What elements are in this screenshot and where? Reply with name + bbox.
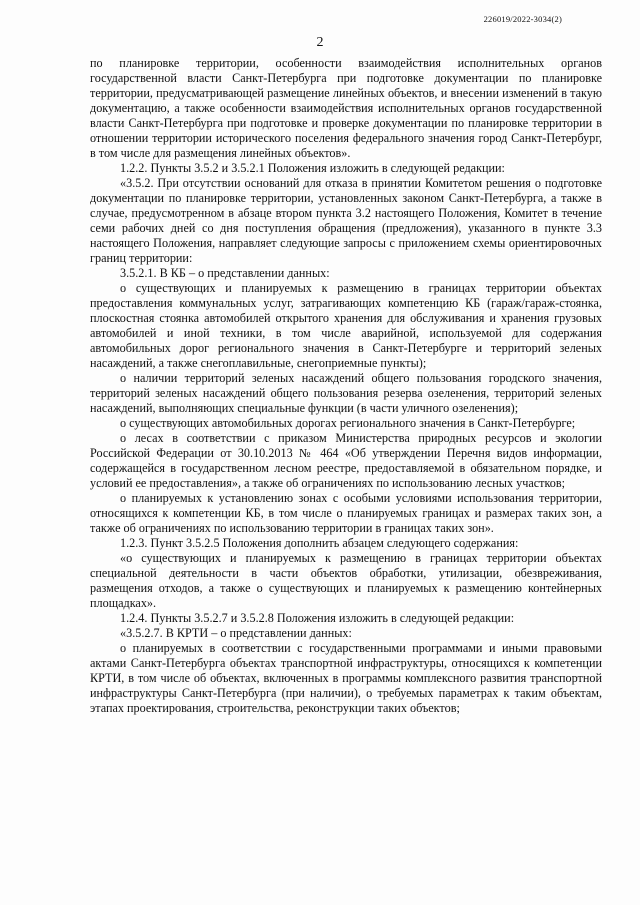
document-number: 226019/2022-3034(2) — [483, 14, 562, 24]
paragraph-3-5-2-7: «3.5.2.7. В КРТИ – о представлении данных: — [120, 626, 352, 640]
paragraph-kb-forests: о лесах в соответствии с приказом Министерства природных ресурсов и экологии Российской Федерации от 30.10.2013 № 464 «Об утверждении Перечня видов информации, содержащейся в государственном лесном реестре, предоставляемой в обязательном порядке, и условий ее предоставления», а также об ограничениях по использованию лесных участков; — [90, 431, 602, 490]
paragraph-3-5-2: «3.5.2. При отсутствии оснований для отказа в принятии Комитетом решения о подготовке документации по планировке территории, установленных законом Санкт-Петербурга, а также в случае, предусмотренном в абзаце втором пункта 3.2 настоящего Положения, Комитет в течение семи рабочих дней со дня поступления обращения (предложения), указанного в пункте 3.3 настоящего Положения, направляет следующие запросы с приложением схемы ориентировочных границ территории: — [90, 176, 602, 265]
paragraph-1-2-3: 1.2.3. Пункт 3.5.2.5 Положения дополнить абзацем следующего содержания: — [120, 536, 519, 550]
paragraph-kb-roads: о существующих автомобильных дорогах регионального значения в Санкт-Петербурге; — [120, 416, 576, 430]
paragraph-waste-objects: «о существующих и планируемых к размещению в границах территории объектах специальной деятельности в части объектов обработки, утилизации, обезвреживания, размещения отходов, а также о существующих и планируемых к размещению контейнерных площадках». — [90, 551, 602, 610]
paragraph-1-2-2: 1.2.2. Пункты 3.5.2 и 3.5.2.1 Положения изложить в следующей редакции: — [120, 161, 505, 175]
paragraph-continuation: по планировке территории, особенности взаимодействия исполнительных органов государственной власти Санкт-Петербурга при подготовке документации по планировке территории, предусматривающей размещение линейных объектов, и внесении изменений в такую документацию, а также особенности взаимодействия исполнительных органов государственной власти Санкт-Петербурга при подготовке и проверке документации по планировке территории в отношении территории исторического поселения федерального значения город Санкт-Петербург, в том числе для размещения линейных объектов». — [90, 56, 602, 160]
paragraph-krti-transport: о планируемых в соответствии с государственными программами и иными правовыми актами Санкт-Петербурга объектах транспортной инфраструктуры, относящихся к компетенции КРТИ, в том числе об объектах, включенных в программы комплексного развития транспортной инфраструктуры Санкт-Петербурга (при наличии), о требуемых параметрах к таким объектам, этапах проектирования, строительства, реконструкции таких объектов; — [90, 641, 602, 715]
paragraph-1-2-4: 1.2.4. Пункты 3.5.2.7 и 3.5.2.8 Положения изложить в следующей редакции: — [120, 611, 515, 625]
document-body — [90, 56, 602, 716]
paragraph-kb-green-spaces: о наличии территорий зеленых насаждений общего пользования городского значения, территорий зеленых насаждений общего пользования резерва озеленения, территорий зеленых насаждений, выполняющих специальные функции (в части уличного озеленения); — [90, 371, 602, 415]
paragraph-kb-zones: о планируемых к установлению зонах с особыми условиями использования территории, относящихся к компетенции КБ, в том числе о планируемых границах и размерах таких зон, а также об ограничениях по использованию территории в границах таких зон». — [90, 491, 602, 535]
paragraph-kb-utilities: о существующих и планируемых к размещению в границах территории объектах предоставления коммунальных услуг, затрагивающих компетенцию КБ (гараж/гараж-стоянка, плоскостная стоянка автомобилей открытого хранения для обслуживания и хранения грузовых автомобилей и иной техники, в том числе аварийной, используемой для содержания автомобильных дорог регионального значения в Санкт-Петербурге и территорий зеленых насаждений, а также снегоплавильные, снегоприемные пункты); — [90, 281, 602, 370]
paragraph-3-5-2-1: 3.5.2.1. В КБ – о представлении данных: — [120, 266, 330, 280]
page-number: 2 — [316, 35, 324, 50]
